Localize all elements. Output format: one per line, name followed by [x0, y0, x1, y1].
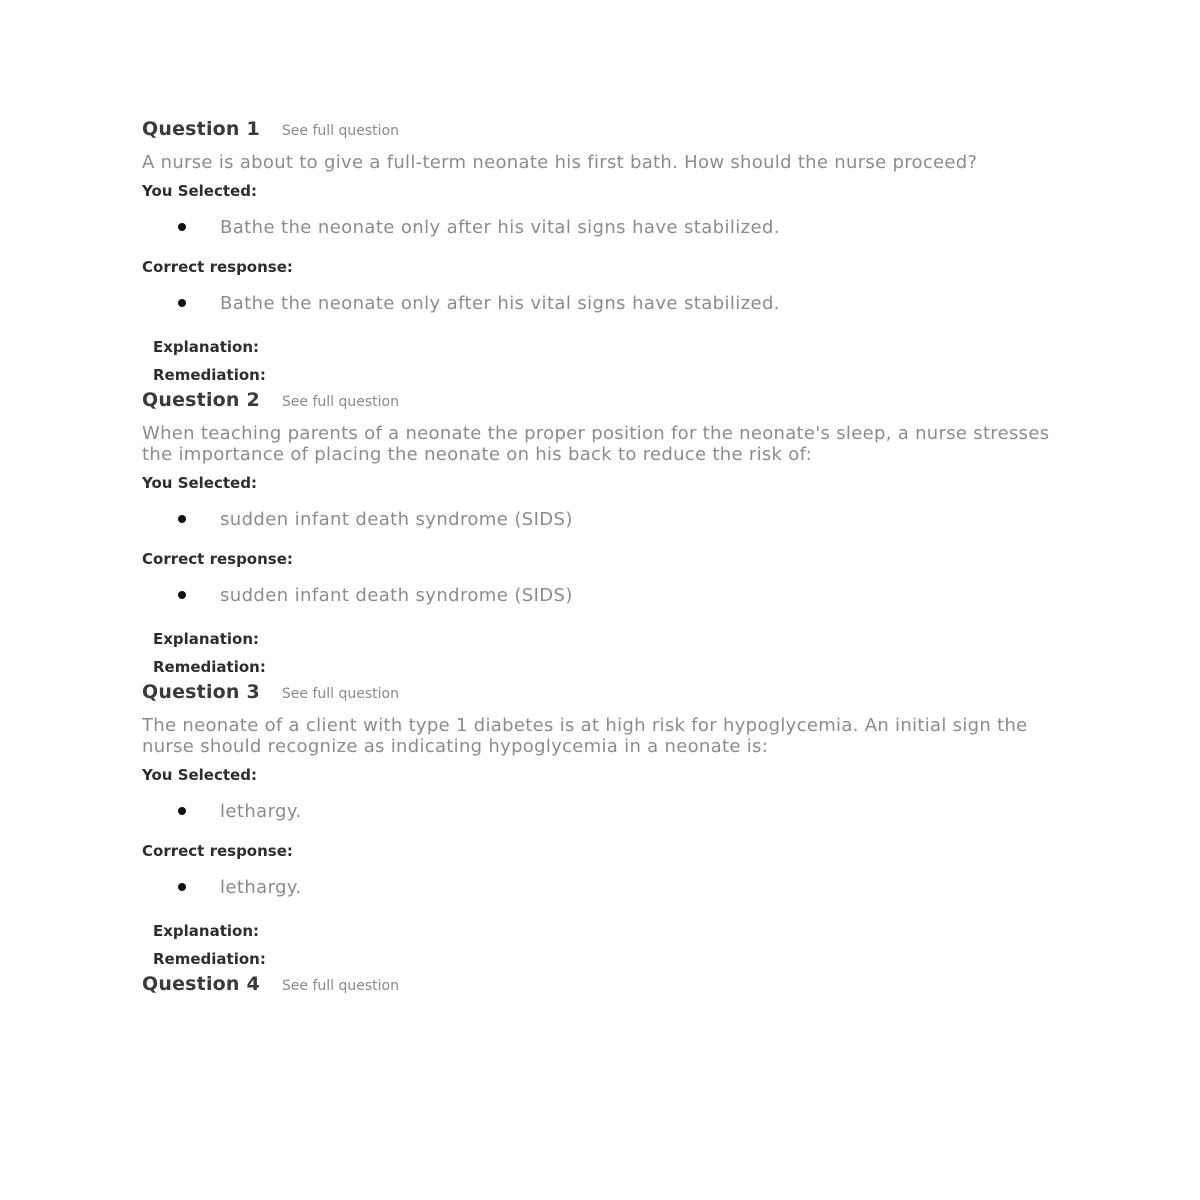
- question-title: Question 1: [142, 118, 260, 140]
- correct-response-label: Correct response:: [142, 258, 293, 276]
- bullet-icon: [178, 807, 186, 815]
- bullet-icon: [178, 883, 186, 891]
- correct-answer-text: Bathe the neonate only after his vital signs have stabilized.: [220, 292, 780, 314]
- correct-response-label: Correct response:: [142, 842, 293, 860]
- see-full-question-link[interactable]: See full question: [281, 394, 399, 410]
- correct-answer: [142, 287, 1072, 319]
- selected-answer: [142, 503, 1072, 535]
- question-header: [142, 389, 1072, 419]
- remediation-label: Remediation:: [153, 950, 266, 968]
- question-block: [142, 681, 1072, 973]
- selected-answer-list: [142, 503, 1072, 535]
- correct-answer-text: sudden infant death syndrome (SIDS): [220, 584, 573, 606]
- you-selected-label: You Selected:: [142, 766, 257, 784]
- bullet-icon: [178, 515, 186, 523]
- bullet-icon: [178, 223, 186, 231]
- correct-answer: [142, 871, 1072, 903]
- you-selected-label: You Selected:: [142, 182, 257, 200]
- question-block: [142, 389, 1072, 681]
- see-full-question-link[interactable]: See full question: [281, 978, 399, 994]
- bullet-icon: [178, 591, 186, 599]
- see-full-question-link[interactable]: See full question: [281, 123, 399, 139]
- selected-answer-text: lethargy.: [220, 800, 302, 822]
- question-text: A nurse is about to give a full-term neonate his first bath. How should the nurse proceed?: [142, 152, 978, 173]
- question-title: Question 3: [142, 681, 260, 703]
- explanation-label: Explanation:: [153, 922, 260, 940]
- question-title: Question 2: [142, 389, 260, 411]
- you-selected-label: You Selected:: [142, 474, 257, 492]
- correct-answer: [142, 579, 1072, 611]
- selected-answer: [142, 795, 1072, 827]
- bullet-icon: [178, 299, 186, 307]
- question-block: [142, 118, 1072, 389]
- correct-answer-list: [142, 579, 1072, 611]
- remediation-label: Remediation:: [153, 366, 266, 384]
- question-text: When teaching parents of a neonate the proper position for the neonate's sleep, a nurse stresses the importance of placing the neonate on his back to reduce the risk of:: [142, 423, 1050, 465]
- question-header: [142, 681, 1072, 711]
- selected-answer: [142, 211, 1072, 243]
- remediation-label: Remediation:: [153, 658, 266, 676]
- question-header: [142, 118, 1072, 148]
- selected-answer-text: Bathe the neonate only after his vital signs have stabilized.: [220, 216, 780, 238]
- question-block: [142, 973, 1072, 1003]
- question-text: The neonate of a client with type 1 diabetes is at high risk for hypoglycemia. An initial sign the nurse should recognize as indicating hypoglycemia in a neonate is:: [142, 715, 1028, 757]
- selected-answer-list: [142, 795, 1072, 827]
- correct-response-label: Correct response:: [142, 550, 293, 568]
- correct-answer-list: [142, 871, 1072, 903]
- explanation-label: Explanation:: [153, 338, 260, 356]
- question-header: [142, 973, 1072, 1003]
- selected-answer-list: [142, 211, 1072, 243]
- see-full-question-link[interactable]: See full question: [281, 686, 399, 702]
- selected-answer-text: sudden infant death syndrome (SIDS): [220, 508, 573, 530]
- question-title: Question 4: [142, 973, 260, 995]
- correct-answer-text: lethargy.: [220, 876, 302, 898]
- correct-answer-list: [142, 287, 1072, 319]
- quiz-results: [142, 118, 1072, 1003]
- explanation-label: Explanation:: [153, 630, 260, 648]
